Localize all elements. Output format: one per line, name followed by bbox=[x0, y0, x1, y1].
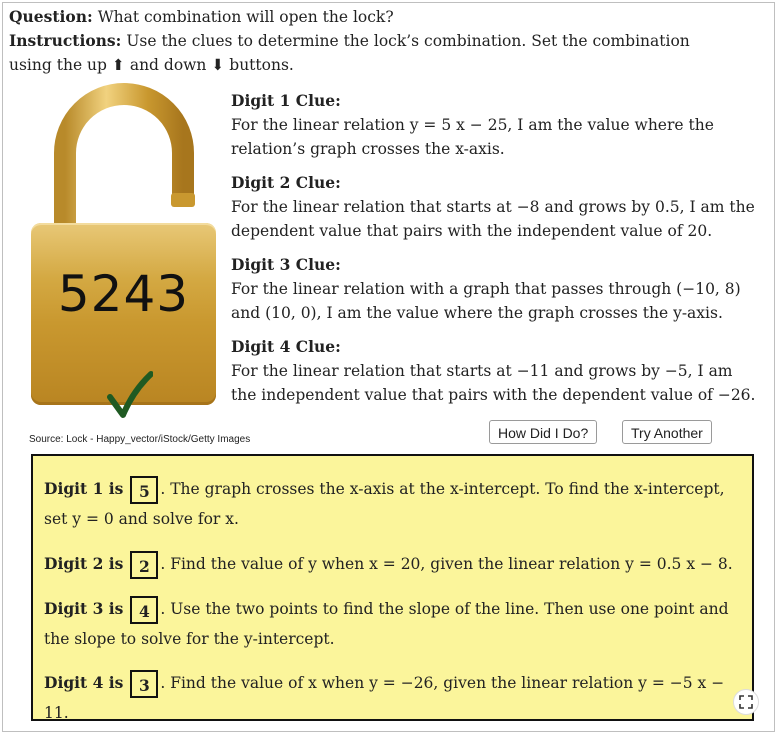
clue-title: Digit 1 Clue: bbox=[231, 91, 341, 110]
question-line bbox=[9, 6, 769, 28]
down-arrow-icon: ⬇ bbox=[211, 55, 225, 74]
instructions-text-c: buttons. bbox=[229, 56, 294, 74]
clue-title: Digit 4 Clue: bbox=[231, 337, 341, 356]
expand-icon bbox=[739, 695, 753, 709]
question-label: Question: bbox=[9, 7, 93, 26]
padlock-image bbox=[31, 75, 216, 355]
clue-text: For the linear relation y = 5 x − 25, I am the value where the relation’s graph crosses the x-axis. bbox=[231, 116, 714, 158]
digit-box: 5 bbox=[130, 476, 158, 504]
digit-box: 4 bbox=[130, 596, 158, 624]
answer-text: . The graph crosses the x-axis at the x-intercept. To find the x-intercept, set y = 0 and solve for x. bbox=[44, 480, 725, 528]
clues-panel bbox=[231, 89, 761, 417]
answer-row-2 bbox=[44, 549, 744, 579]
instructions bbox=[9, 29, 709, 77]
clue-text: For the linear relation that starts at −8 and grows by 0.5, I am the dependent value that pairs with the independent value of 20. bbox=[231, 198, 755, 240]
instructions-label: Instructions: bbox=[9, 31, 122, 50]
answer-label: Digit 4 is bbox=[44, 673, 124, 692]
digit-box: 2 bbox=[130, 551, 158, 579]
answer-row-1 bbox=[44, 474, 744, 534]
answer-label: Digit 3 is bbox=[44, 599, 124, 618]
lock-combination: 5243 bbox=[57, 265, 190, 323]
instructions-text-b: and down bbox=[129, 56, 207, 74]
clue-1 bbox=[231, 89, 761, 161]
answer-text: . Find the value of y when x = 20, given the linear relation y = 0.5 x − 8. bbox=[160, 555, 733, 573]
clue-title: Digit 3 Clue: bbox=[231, 255, 341, 274]
answer-label: Digit 1 is bbox=[44, 479, 124, 498]
up-arrow-icon: ⬆ bbox=[111, 55, 125, 74]
question-text: What combination will open the lock? bbox=[97, 8, 394, 26]
clue-3 bbox=[231, 253, 761, 325]
answer-text: . Find the value of x when y = −26, given the linear relation y = −5 x − 11. bbox=[44, 674, 725, 722]
clue-2 bbox=[231, 171, 761, 243]
try-another-button[interactable]: Try Another bbox=[622, 420, 712, 444]
image-source-credit: Source: Lock - Happy_vector/iStock/Getty Images bbox=[29, 434, 251, 445]
clue-text: For the linear relation that starts at −11 and grows by −5, I am the independent value that pairs with the dependent value of −26. bbox=[231, 362, 756, 404]
clue-4 bbox=[231, 335, 761, 407]
answer-label: Digit 2 is bbox=[44, 554, 124, 573]
answer-row-4 bbox=[44, 668, 744, 728]
answer-row-3 bbox=[44, 594, 744, 654]
answer-feedback-panel bbox=[31, 454, 754, 721]
checkmark-icon bbox=[107, 371, 153, 419]
clue-text: For the linear relation with a graph that passes through (−10, 8) and (10, 0), I am the value where the graph crosses the y-axis. bbox=[231, 280, 741, 322]
instructions-text-a: Use the clues to determine the lock’s combination. Set the combination using the up bbox=[9, 32, 690, 74]
expand-fullscreen-button[interactable] bbox=[733, 689, 759, 715]
how-did-i-do-button[interactable]: How Did I Do? bbox=[489, 420, 597, 444]
digit-box: 3 bbox=[130, 670, 158, 698]
activity-frame bbox=[2, 2, 775, 732]
clue-title: Digit 2 Clue: bbox=[231, 173, 341, 192]
answer-text: . Use the two points to find the slope of the line. Then use one point and the slope to solve for the y-intercept. bbox=[44, 600, 729, 648]
